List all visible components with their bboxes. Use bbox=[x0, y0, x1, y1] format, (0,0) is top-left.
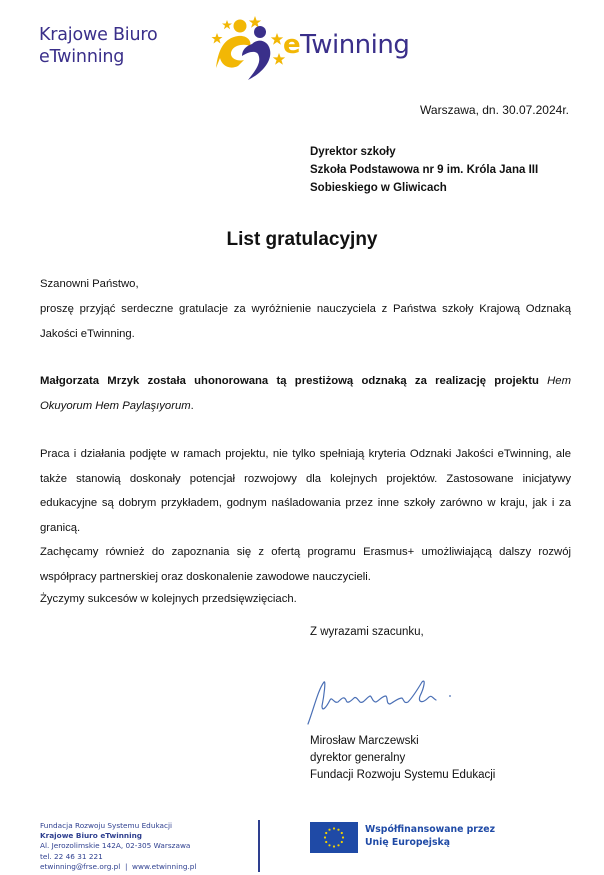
body-paragraph-1: Praca i działania podjęte w ramach projektu, nie tylko spełniają kryteria Odznaki Jakości eTwinning, ale także stanowią doskonały potencjał rozwojowy dla kolejnych projektów. Zastosowane inicjatywy edukacyjne są dobrym przykładem, godnym naśladowania przez inne szkoły zarówno w kraju, jak i za granicą. bbox=[40, 448, 571, 534]
recipient-line: Szkoła Podstawowa nr 9 im. Króla Jana III bbox=[310, 164, 539, 176]
eu-star bbox=[333, 827, 335, 829]
footer-unit: Krajowe Biuro eTwinning bbox=[40, 831, 143, 841]
signature-image bbox=[300, 668, 470, 728]
footer-org: Fundacja Rozwoju Systemu Edukacji bbox=[40, 821, 173, 830]
brand-line-1: Krajowe Biuro bbox=[39, 25, 158, 45]
footer-divider bbox=[258, 820, 260, 872]
star-icon bbox=[222, 20, 232, 29]
footer-contact-links: etwinning@frse.org.pl | www.etwinning.pl bbox=[40, 861, 197, 871]
eu-star bbox=[333, 845, 335, 847]
honor-text: Małgorzata Mrzyk została uhonorowana tą prestiżową odznaką za realizację projektu bbox=[40, 375, 548, 387]
star-icon bbox=[249, 16, 261, 28]
etwinning-wordmark: eTwinning bbox=[283, 30, 410, 60]
star-icon bbox=[212, 33, 223, 44]
eu-star bbox=[342, 836, 344, 838]
eu-star bbox=[337, 829, 339, 831]
eu-star bbox=[341, 832, 343, 834]
eu-star bbox=[328, 844, 330, 846]
eu-flag-icon bbox=[310, 822, 358, 853]
project-name: Hem Okuyorum Hem Paylaşıyorum bbox=[40, 375, 571, 412]
body-paragraph-3: Życzymy sukcesów w kolejnych przedsięwzięciach. bbox=[40, 593, 297, 605]
etwinning-figures-stars-icon bbox=[208, 10, 286, 82]
etwinning-logo bbox=[208, 10, 448, 82]
eu-star bbox=[337, 844, 339, 846]
eu-star bbox=[341, 841, 343, 843]
letter-date: Warszawa, dn. 30.07.2024r. bbox=[420, 103, 569, 117]
recipient-block bbox=[310, 143, 538, 197]
brand-name bbox=[39, 24, 157, 68]
eu-star bbox=[325, 832, 327, 834]
recipient-line: Sobieskiego w Gliwicach bbox=[310, 182, 447, 194]
signer-block bbox=[310, 733, 495, 784]
salutation: Szanowni Państwo, bbox=[40, 278, 139, 290]
signer-title: dyrektor generalny bbox=[310, 752, 406, 764]
eu-star bbox=[328, 829, 330, 831]
eu-star bbox=[324, 836, 326, 838]
brand-line-2: eTwinning bbox=[39, 47, 125, 67]
eu-star bbox=[325, 841, 327, 843]
body-paragraph-2: Zachęcamy również do zapoznania się z ofertą programu Erasmus+ umożliwiającą dalszy rozwój współpracy partnerskiej oraz doskonalenie zawodowe nauczycieli. bbox=[40, 546, 571, 583]
recipient-line: Dyrektor szkoły bbox=[310, 146, 396, 158]
honor-paragraph: Małgorzata Mrzyk została uhonorowana tą prestiżową odznaką za realizację projektu Hem Okuyorum Hem Paylaşıyorum. bbox=[40, 375, 571, 412]
footer-contact bbox=[40, 821, 196, 872]
signer-organization: Fundacji Rozwoju Systemu Edukacji bbox=[310, 769, 496, 781]
closing: Z wyrazami szacunku, bbox=[310, 626, 424, 638]
signer-name: Mirosław Marczewski bbox=[310, 735, 419, 747]
footer-phone: tel. 22 46 31 221 bbox=[40, 851, 103, 861]
footer-address: Al. Jerozolimskie 142A, 02-305 Warszawa bbox=[40, 841, 191, 851]
star-icon bbox=[271, 33, 283, 45]
intro-paragraph: proszę przyjąć serdeczne gratulacje za wyróżnienie nauczyciela z Państwa szkoły Krajową Odznaką Jakości eTwinning. bbox=[40, 303, 571, 340]
letter-title: List gratulacyjny bbox=[226, 229, 378, 250]
eu-cofunding-label: Współfinansowane przez Unię Europejską bbox=[365, 824, 495, 848]
